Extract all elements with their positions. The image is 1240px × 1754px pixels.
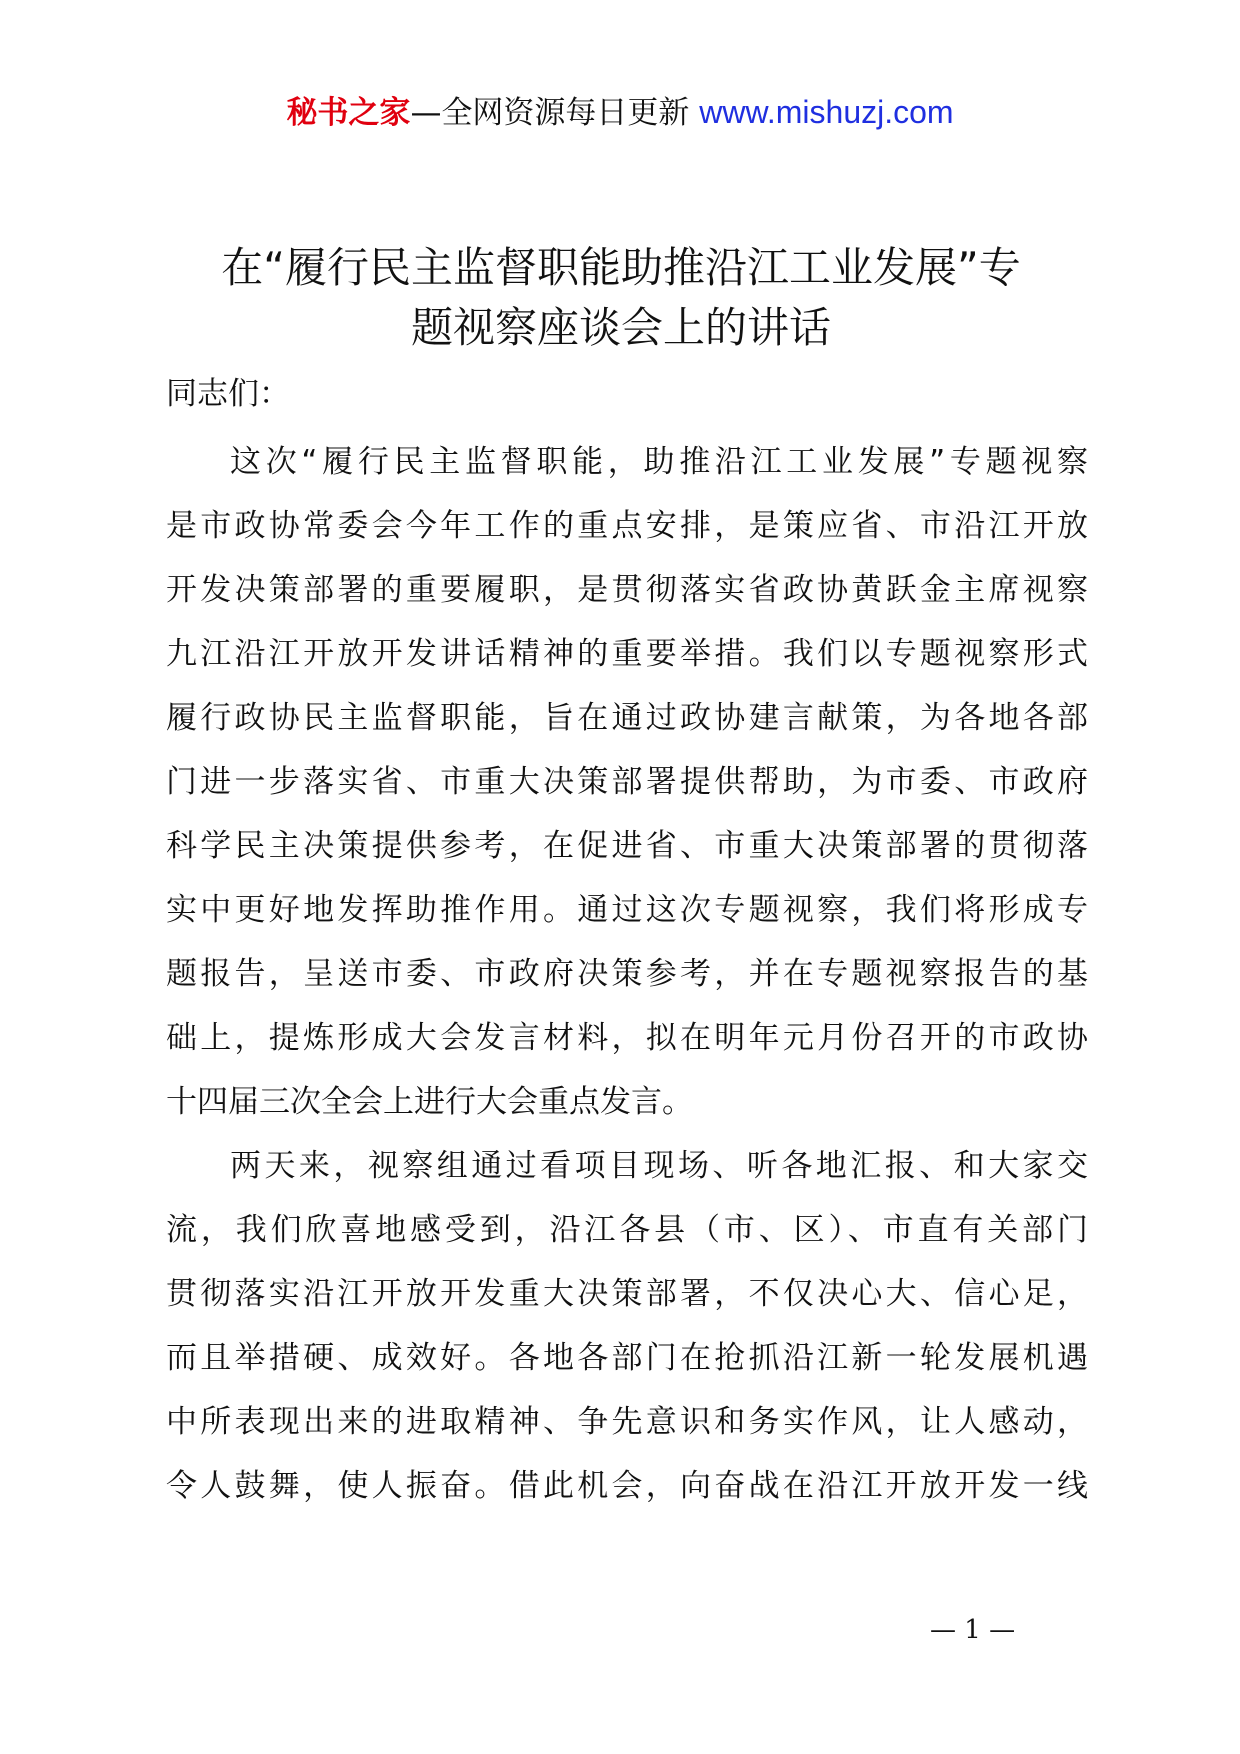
document-title: [160, 238, 1082, 358]
text-line: 十四届三次全会上进行大会重点发言。: [166, 1084, 693, 1120]
text-line: 九江沿江开放开发讲话精神的重要举措。我们以专题视察形式: [166, 636, 1088, 672]
paragraph: [166, 430, 1088, 1134]
text-line: 门进一步落实省、市重大决策部署提供帮助，为市委、市政府: [166, 764, 1088, 800]
title-line: 在“履行民主监督职能助推沿江工业发展”专: [221, 243, 1021, 292]
text-line: 实中更好地发挥助推作用。通过这次专题视察，我们将形成专: [166, 892, 1088, 928]
text-line: 题报告，呈送市委、市政府决策参考，并在专题视察报告的基: [166, 956, 1088, 992]
text-line: 础上，提炼形成大会发言材料，拟在明年元月份召开的市政协: [166, 1020, 1088, 1056]
site-brand: 秘书之家: [286, 95, 411, 131]
site-header: [0, 92, 1240, 133]
text-line: 流，我们欣喜地感受到，沿江各县（市、区）、市直有关部门: [166, 1212, 1088, 1248]
text-line: 令人鼓舞，使人振奋。借此机会，向奋战在沿江开放开发一线: [166, 1468, 1088, 1504]
text-line: 履行政协民主监督职能，旨在通过政协建言献策，为各地各部: [166, 700, 1088, 736]
salutation: 同志们：: [166, 376, 290, 412]
text-line: 开发决策部署的重要履职，是贯彻落实省政协黄跃金主席视察: [166, 572, 1088, 608]
text-line: 科学民主决策提供参考，在促进省、市重大决策部署的贯彻落: [166, 828, 1088, 864]
page-number: — 1 —: [930, 1615, 1016, 1645]
site-tagline: —全网资源每日更新: [410, 95, 700, 131]
site-url-link[interactable]: www.mishuzj.com: [699, 94, 954, 130]
text-line: 贯彻落实沿江开放开发重大决策部署，不仅决心大、信心足，: [166, 1276, 1088, 1312]
text-line: 两天来，视察组通过看项目现场、听各地汇报、和大家交: [230, 1148, 1088, 1184]
text-line: 而且举措硬、成效好。各地各部门在抢抓沿江新一轮发展机遇: [166, 1340, 1088, 1376]
text-line: 是市政协常委会今年工作的重点安排，是策应省、市沿江开放: [166, 508, 1088, 544]
text-line: 这次“履行民主监督职能，助推沿江工业发展”专题视察: [230, 444, 1088, 480]
document-body: [166, 430, 1088, 1518]
paragraph: [166, 1134, 1088, 1518]
text-line: 中所表现出来的进取精神、争先意识和务实作风，让人感动，: [166, 1404, 1088, 1440]
title-line: 题视察座谈会上的讲话: [410, 303, 831, 352]
